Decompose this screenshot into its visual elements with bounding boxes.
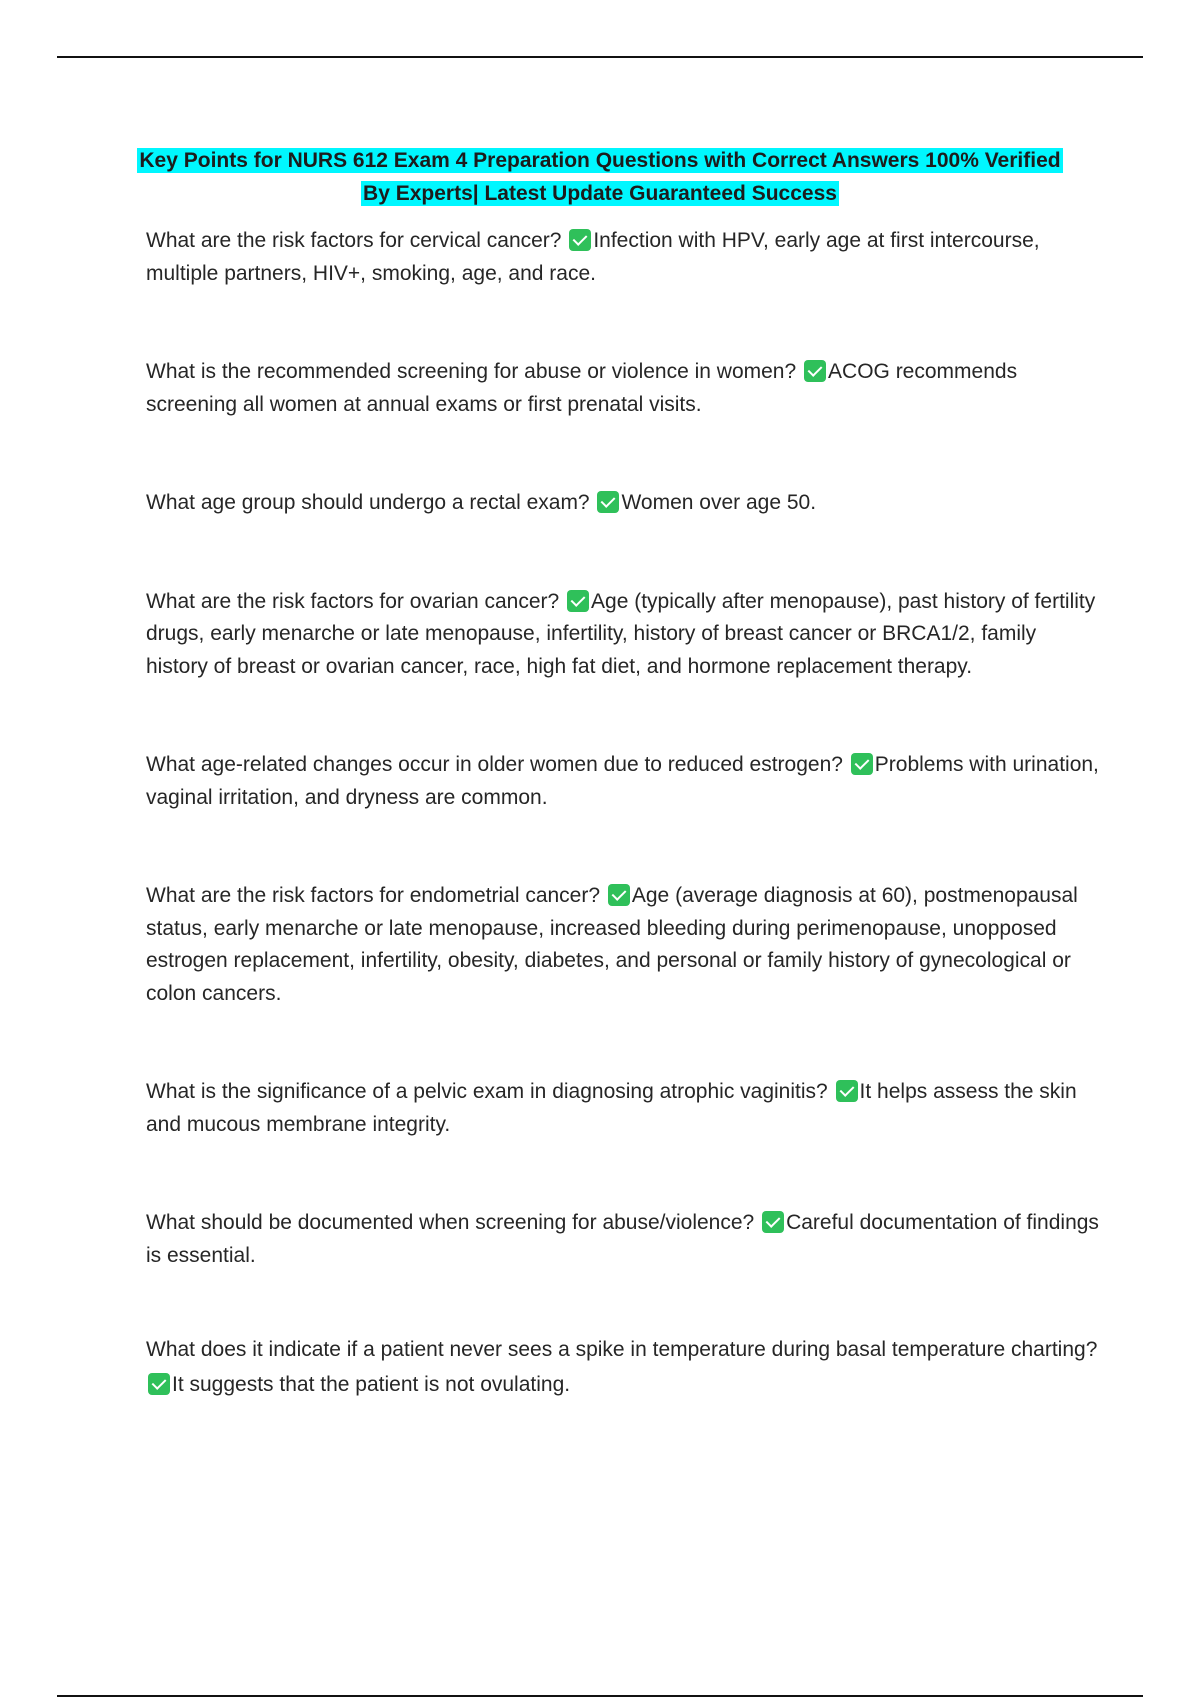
check-mark-icon [762, 1211, 784, 1233]
question-text: What should be documented when screening for abuse/violence? [146, 1211, 755, 1234]
answer-text: Women over age 50. [621, 491, 817, 514]
title-line-1: Key Points for NURS 612 Exam 4 Preparation Questions with Correct Answers 100% Verified [139, 149, 1061, 172]
answer-text: Careful documentation of findings is essential. [146, 1211, 1099, 1267]
check-mark-icon [608, 884, 630, 906]
answer-text: Age (typically after menopause), past history of fertility drugs, early menarche or late menopause, infertility, history of breast cancer or BRCA1/2, family history of breast or ovarian cancer, race, high fat diet, and hormone replacement therapy. [146, 589, 1096, 678]
title-line-2: By Experts| Latest Update Guaranteed Success [363, 182, 837, 205]
check-mark-icon [804, 360, 826, 382]
question-text: What does it indicate if a patient never sees a spike in temperature during basal temperature charting? [146, 1338, 1098, 1361]
qa-item [146, 1076, 1101, 1141]
qa-item [146, 487, 1101, 520]
answer-text: It suggests that the patient is not ovulating. [172, 1373, 571, 1396]
question-text: What are the risk factors for cervical cancer? [146, 229, 562, 252]
answer-text: Problems with urination, vaginal irritation, and dryness are common. [146, 753, 1099, 809]
qa-item [146, 356, 1101, 421]
answer-text: It helps assess the skin and mucous membrane integrity. [146, 1080, 1077, 1136]
question-text: What is the recommended screening for abuse or violence in women? [146, 360, 797, 383]
answer-text: Age (average diagnosis at 60), postmenopausal status, early menarche or late menopause, increased bleeding during perimenopause, unopposed estrogen replacement, infertility, obesity, diabetes, and personal or family history of gynecological or colon cancers. [146, 884, 1078, 1005]
question-text: What age-related changes occur in older women due to reduced estrogen? [146, 753, 843, 776]
qa-item [146, 880, 1101, 1010]
qa-list [146, 225, 1101, 1402]
answer-text: Infection with HPV, early age at first intercourse, multiple partners, HIV+, smoking, age, and race. [146, 229, 1040, 285]
qa-item [146, 749, 1101, 814]
question-text: What is the significance of a pelvic exam in diagnosing atrophic vaginitis? [146, 1080, 828, 1103]
qa-item [146, 1332, 1101, 1402]
check-mark-icon [836, 1080, 858, 1102]
check-mark-icon [597, 491, 619, 513]
check-mark-icon [567, 590, 589, 612]
answer-text: ACOG recommends screening all women at annual exams or first prenatal visits. [146, 360, 1018, 416]
qa-item [146, 1207, 1101, 1272]
question-text: What are the risk factors for endometrial cancer? [146, 884, 601, 907]
qa-item [146, 225, 1101, 290]
bottom-divider [57, 1695, 1143, 1697]
check-mark-icon [569, 229, 591, 251]
check-mark-icon [851, 753, 873, 775]
question-text: What age group should undergo a rectal exam? [146, 491, 590, 514]
document-title [120, 144, 1080, 210]
check-mark-icon [148, 1373, 170, 1395]
question-text: What are the risk factors for ovarian cancer? [146, 589, 560, 613]
top-divider [57, 56, 1143, 58]
qa-item [146, 586, 1101, 684]
